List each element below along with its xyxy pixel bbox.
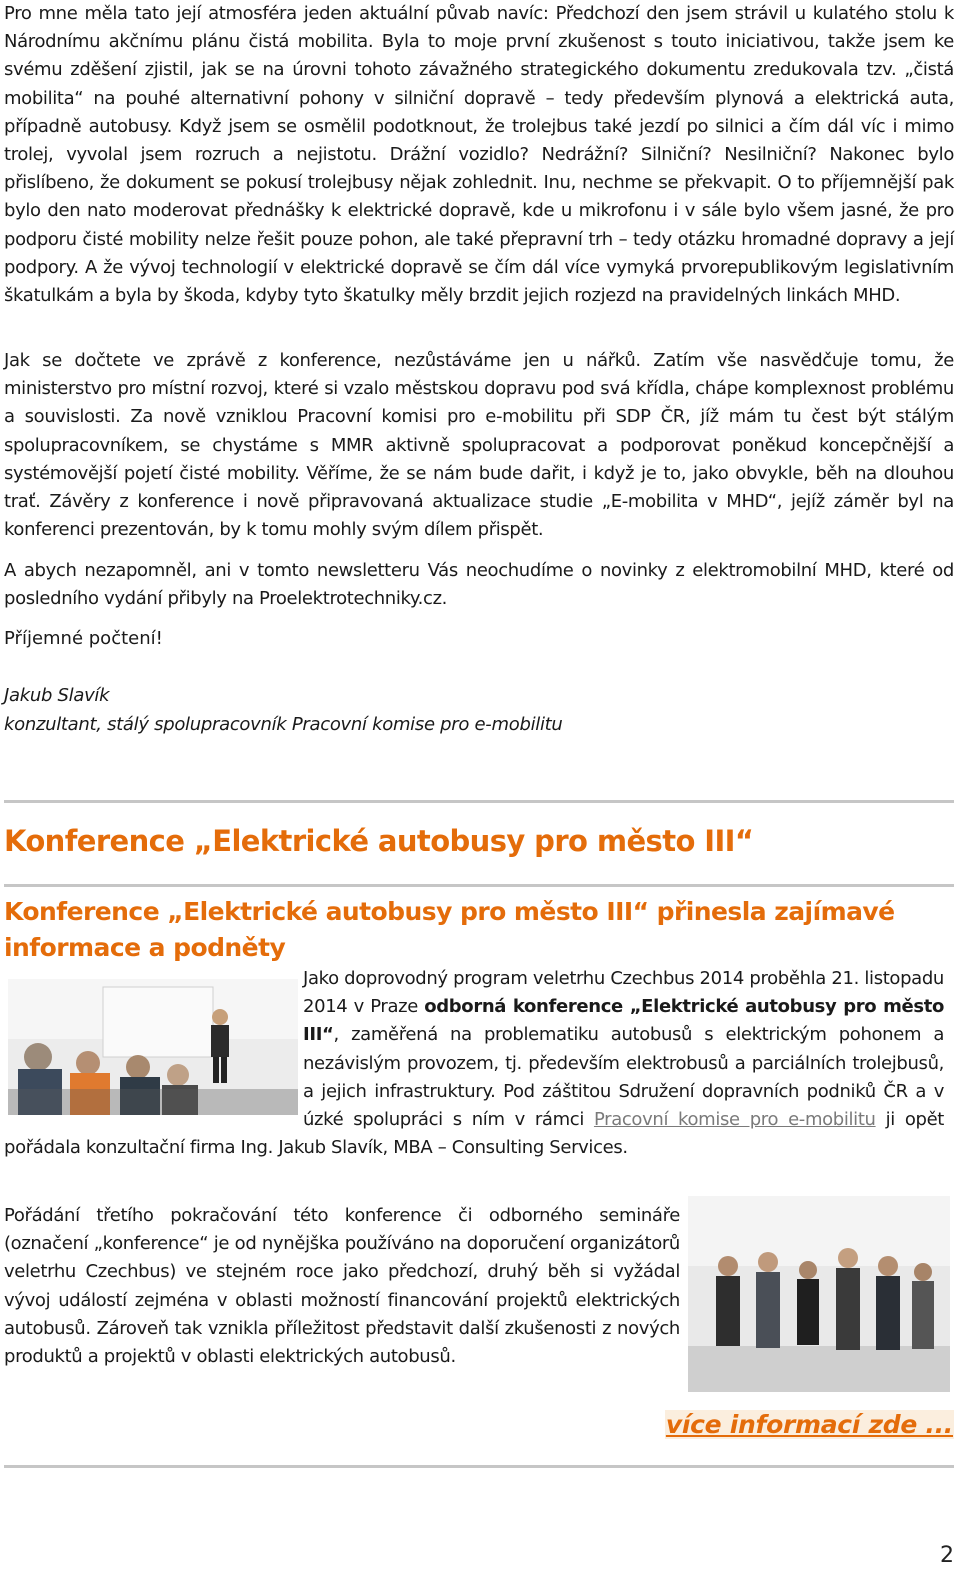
section-title: Konference „Elektrické autobusy pro město III“ xyxy=(4,824,754,858)
article-text-bold: odborná konference „Elektrické autobusy pro město III“ xyxy=(303,996,944,1046)
divider xyxy=(4,1465,954,1468)
greeting: Příjemné počtení! xyxy=(4,628,163,649)
conference-photo-networking xyxy=(680,1202,950,1412)
signature-role: konzultant, stálý spolupracovník Pracovní komise pro e-mobilitu xyxy=(4,713,563,735)
divider xyxy=(4,884,954,887)
article-text: Jako doprovodný program veletrhu Czechbus 2014 proběhla 21. listopadu 2014 v Praze xyxy=(303,968,944,1018)
more-info-link[interactable]: více informací zde ... xyxy=(665,1410,953,1439)
article-paragraph-2: Pořádání třetího pokračování této konference či odborného semináře (označení „konference“ je od nynějška používáno na doporučení organizátorů veletrhu Czechbus) ve stejném roce jako předchozí, druhý běh si vyžádal vývoj událostí zejména v oblasti možností financování projektů elektrických autobusů. Zároveň tak vznikla příležitost představit další zkušenosti z nových produktů a projektů v oblasti elektrických autobusů. xyxy=(4,1205,680,1368)
page-number: 2 xyxy=(940,1543,954,1568)
intro-paragraph-1: Pro mne měla tato její atmosféra jeden aktuální půvab navíc: Předchozí den jsem strávil u kulatého stolu k Národnímu akčnímu plánu čistá mobilita. Byla to moje první zkušenost s touto iniciativou, takže jsem ke svému zděšení zjistil, jak se na úrovni tohoto závažného strategického dokumentu zredukovala tzv. „čistá mobilita“ na pouhé alternativní pohony v silniční dopravě – tedy především plynová a elektrická auta, případně autobusy. Když jsem se osmělil podotknout, že trolejbus také jezdí po silnici a čím dál víc i mimo trolej, vyvolal jsem rozruch a nejistotu. Drážní vozidlo? Nedrážní? Silniční? Nesilniční? Nakonec bylo přislíbeno, že dokument se pokusí trolejbusy nějak zohlednit. Inu, nechme se překvapit. O to příjemnější pak bylo den nato moderovat přednášky k elektrické dopravě, kde u mikrofonu i v sále bylo všem jasné, že pro podporu čisté mobility nelze řešit pouze pohon, ale také přepravní trh – tedy otázku hromadné dopravy a její podpory. A že vývoj technologií v elektrické dopravě se čím dál více vymyká prvorepublikovým legislativním škatulkám a byla by škoda, kdyby tyto škatulky měly brzdit jejich rozjezd na pravidelných linkách MHD. xyxy=(4,3,954,307)
divider xyxy=(4,800,954,803)
article-block-2 xyxy=(0,1202,950,1412)
conference-photo-speaker xyxy=(0,965,303,1117)
article-block-1 xyxy=(0,965,950,1162)
article-text: , zaměřená na problematiku autobusů s elektrickým pohonem a nezávislým provozem, tj. především elektrobusů a parciálních trolejbusů, a jejich infrastruktury. Pod záštitou Sdružení dopravních podniků ČR a v úzké spolupráci s ním v rámci xyxy=(303,1024,944,1131)
signature-name: Jakub Slavík xyxy=(4,685,110,706)
article-title: Konference „Elektrické autobusy pro město III“ přinesla zajímavé informace a podněty xyxy=(4,897,895,962)
intro-paragraph-3: A abych nezapomněl, ani v tomto newsletteru Vás neochudíme o novinky z elektromobilní MHD, které od posledního vydání přibyly na Proelektrotechniky.cz. xyxy=(4,560,954,610)
intro-paragraph-2: Jak se dočtete ve zprávě z konference, nezůstáváme jen u nářků. Zatím vše nasvědčuje tomu, že ministerstvo pro místní rozvoj, které si vzalo městskou dopravu pod svá křídla, chápe komplexnost problému a souvislosti. Za nově vzniklou Pracovní komisi pro e-mobilitu při SDP ČR, jíž mám tu čest být stálým spolupracovníkem, se chystáme s MMR aktivně spolupracovat a podporovat poněkud koncepčnější a systémovější pojetí čisté mobility. Věříme, že se nám bude dařit, i když je to, jako obvykle, běh na dlouhou trať. Závěry z konference i nově připravovaná aktualizace studie „E-mobilita v MHD“, jejíž záměr byl na konferenci prezentován, by k tomu mohly svým dílem přispět. xyxy=(4,350,954,541)
article-text: ji opět pořádala konzultační firma Ing. Jakub Slavík, MBA – Consulting Services. xyxy=(4,1109,945,1159)
signature xyxy=(4,682,563,739)
commission-link[interactable]: Pracovní komise pro e-mobilitu xyxy=(593,1109,876,1131)
